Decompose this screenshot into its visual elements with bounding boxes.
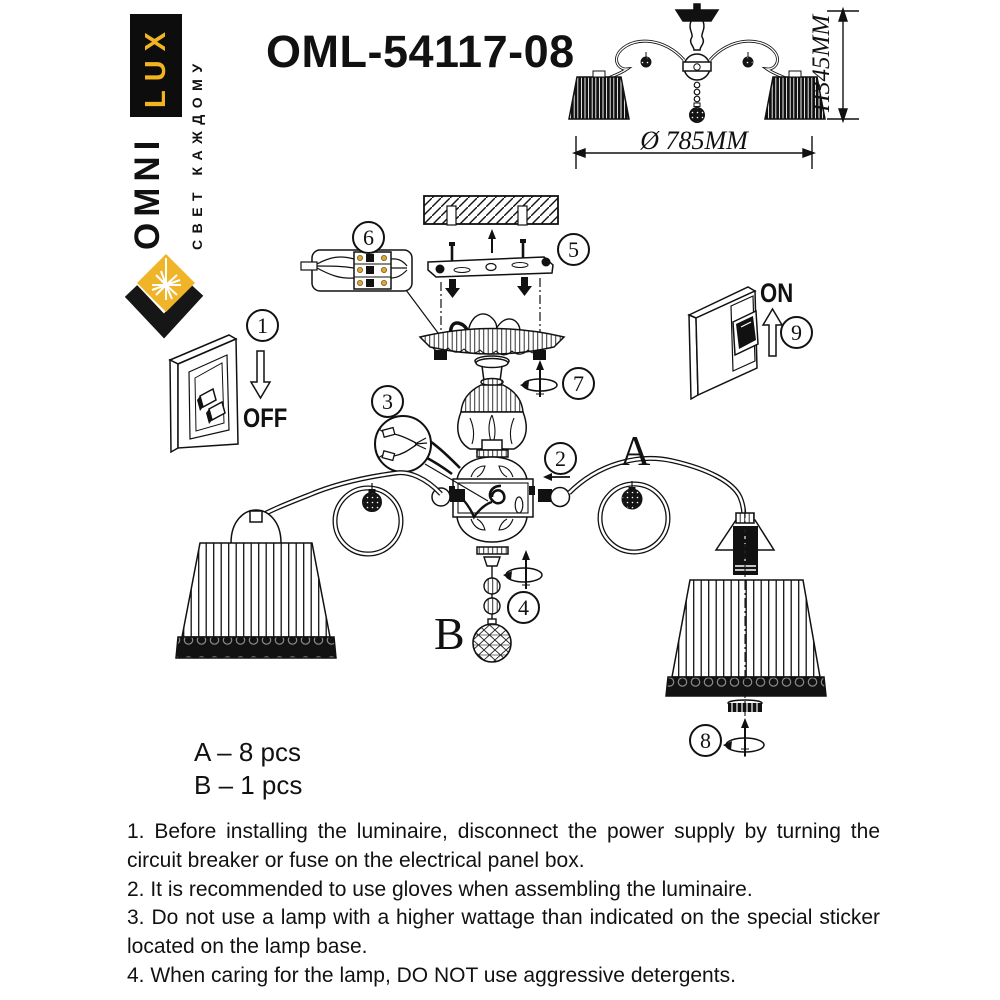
on-label: ON	[760, 278, 794, 308]
step-7-badge: 7	[562, 367, 595, 400]
brand-logo-box	[130, 14, 182, 117]
step-6-badge: 6	[352, 221, 385, 254]
on-switch-drawing	[689, 287, 758, 399]
installation-instructions	[127, 818, 880, 991]
step-9-badge: 9	[780, 316, 813, 349]
step-4-badge: 4	[507, 591, 540, 624]
off-arrow-icon	[251, 351, 270, 398]
left-arm-drawing	[256, 473, 441, 554]
chandelier-overview-drawing	[569, 4, 825, 123]
step-5-badge: 5	[557, 233, 590, 266]
screw-rotation-icon-7	[520, 360, 557, 397]
instruction-item: 4. When caring for the lamp, DO NOT use aggressive detergents.	[127, 963, 736, 987]
screw-rotation-icon-4	[503, 550, 542, 589]
ceiling-drawing	[424, 196, 558, 253]
parts-count-b: B – 1 pcs	[194, 770, 303, 800]
screw-rotation-icon-8	[723, 718, 764, 756]
diameter-dimension-label: Ø 785MM	[640, 126, 748, 155]
page-title-model: OML-54117-08	[266, 26, 575, 77]
parts-count-a: A – 8 pcs	[194, 737, 301, 767]
instruction-item: 3. Do not use a lamp with a higher wattage than indicated on the special sticker located on the lamp base.	[127, 906, 880, 959]
crystal-chain-drawing	[473, 557, 511, 662]
step-3-badge: 3	[371, 385, 404, 418]
right-arm-drawing	[569, 458, 744, 552]
height-dimension-label: H345MM	[808, 14, 835, 112]
part-a-label: A	[620, 429, 651, 475]
instruction-item: 2. It is recommended to use gloves when assembling the luminaire.	[127, 877, 753, 901]
brand-diamond-logo	[131, 254, 197, 326]
off-label: OFF	[243, 403, 288, 433]
part-b-label: B	[434, 608, 465, 659]
brand-logo-lux: LUX	[139, 23, 172, 108]
brand-logo-omni: OMNI	[128, 134, 167, 250]
step-2-badge: 2	[544, 442, 577, 475]
off-switch-drawing	[170, 335, 238, 452]
instruction-item: 1. Before installing the luminaire, disconnect the power supply by turning the circuit breaker or fuse on the electrical panel box.	[127, 820, 880, 872]
step-1-badge: 1	[246, 309, 279, 342]
step-8-badge: 8	[689, 724, 722, 757]
wire-connector-detail	[301, 250, 447, 345]
brand-tagline: СВЕТ КАЖДОМУ	[189, 57, 205, 250]
left-shade-drawing	[176, 510, 336, 658]
